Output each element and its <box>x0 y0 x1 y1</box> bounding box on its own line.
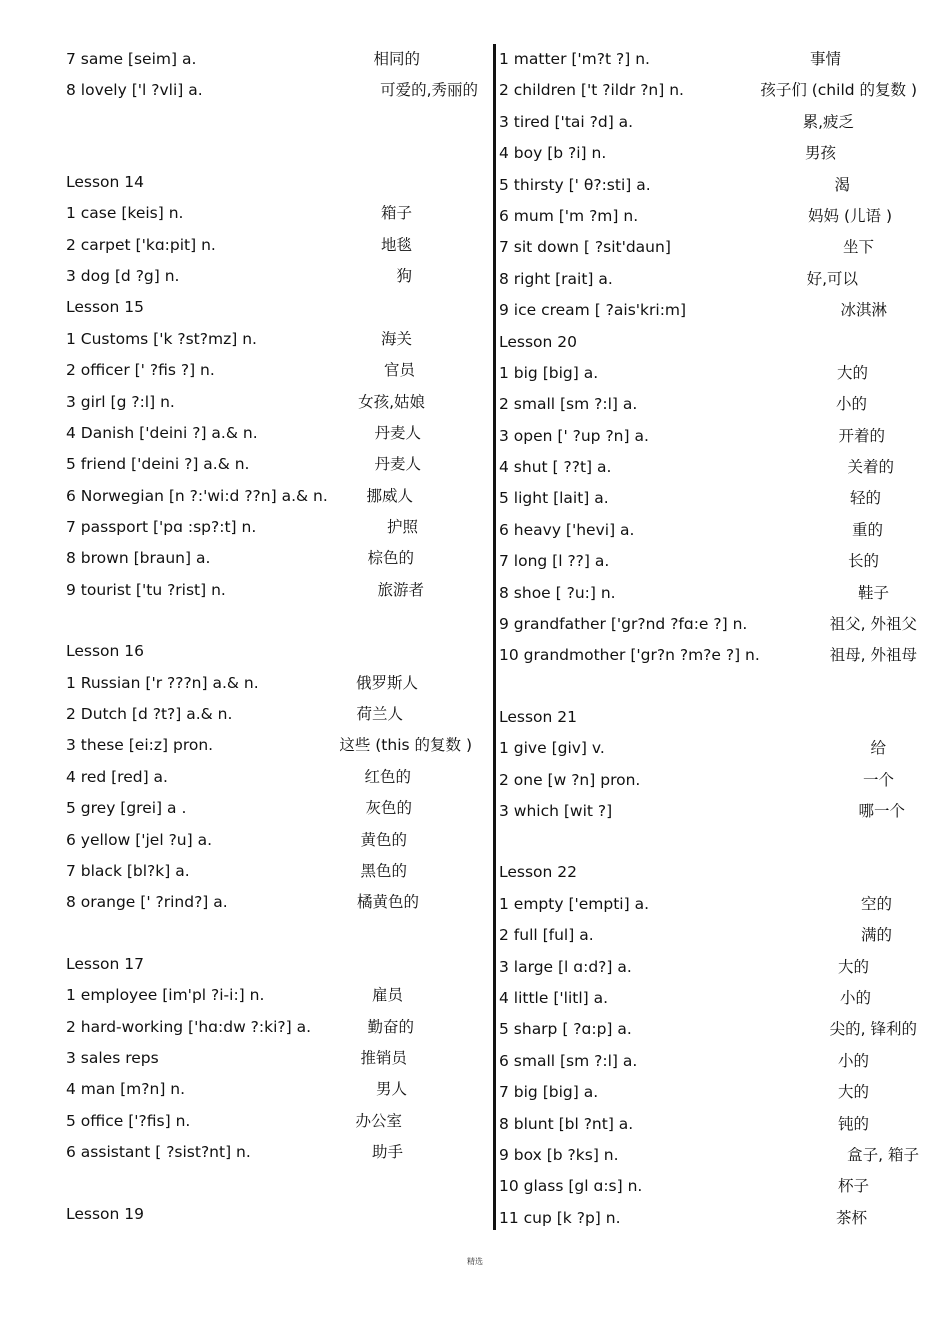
vocab-word: 1 employee [im'pl ?i-i:] n. <box>66 986 265 1005</box>
vocab-word: 8 brown [braun] a. <box>66 549 211 568</box>
vocab-word: 2 children ['t ?ildr ?n] n. <box>499 81 684 100</box>
vocab-entry <box>499 264 919 295</box>
vocab-word: 9 grandfather ['gr?nd ?fɑ:e ?] n. <box>499 615 748 634</box>
vocab-word: 2 small [sm ?:l] a. <box>499 395 638 414</box>
vocab-entry <box>66 512 478 543</box>
vocab-meaning: 勤奋的 <box>367 1017 414 1036</box>
vocab-entry <box>66 1106 478 1137</box>
vocab-word: 3 open [' ?up ?n] a. <box>499 426 649 445</box>
vocab-entry <box>66 543 478 574</box>
vocab-word: 1 matter ['m?t ?] n. <box>499 50 650 68</box>
vocab-meaning: 俄罗斯人 <box>355 673 418 692</box>
vocab-word: 3 girl [g ?:l] n. <box>66 392 175 411</box>
vocab-meaning: 黑色的 <box>360 861 407 880</box>
spacer <box>66 606 478 636</box>
vocab-meaning: 红色的 <box>364 767 411 786</box>
vocab-meaning: 长的 <box>847 552 879 571</box>
vocab-meaning: 男孩 <box>804 144 836 163</box>
vocab-word: 5 light [lait] a. <box>499 489 609 508</box>
vocab-meaning: 鞋子 <box>857 583 889 602</box>
vocab-meaning: 妈妈 (儿语 ) <box>808 206 892 225</box>
vocab-meaning: 官员 <box>383 361 415 380</box>
vocab-entry <box>499 796 919 827</box>
vocab-entry <box>499 952 919 983</box>
vocab-word: 2 officer [' ?fis ?] n. <box>66 361 215 380</box>
vocab-word: 2 one [w ?n] pron. <box>499 770 641 789</box>
vocab-entry <box>499 609 919 640</box>
vocab-meaning: 助手 <box>371 1143 403 1162</box>
vocab-meaning: 一个 <box>862 770 894 789</box>
vocab-word: 2 Dutch [d ?t?] a.& n. <box>66 705 233 724</box>
vocab-word: 2 full [ful] a. <box>499 926 594 945</box>
vocab-meaning: 狗 <box>396 266 412 285</box>
vocab-entry <box>499 452 919 483</box>
vocab-word: 1 case [keis] n. <box>66 204 184 223</box>
vocab-word: 1 Russian ['r ???n] a.& n. <box>66 673 259 692</box>
vocab-entry <box>66 1012 478 1043</box>
vocab-meaning: 灰色的 <box>365 799 412 818</box>
vocab-word: 8 lovely ['l ?vli] a. <box>66 81 203 100</box>
vocab-entry <box>499 107 919 138</box>
vocab-word: 1 Customs ['k ?st?mz] n. <box>66 329 257 348</box>
vocab-word: 7 sit down [ ?sit'daun] <box>499 238 671 257</box>
vocab-word: 3 which [wit ?] <box>499 801 613 820</box>
vocab-word: 1 empty ['empti] a. <box>499 894 650 913</box>
vocab-entry <box>66 44 478 75</box>
vocab-meaning: 空的 <box>860 894 892 913</box>
vocab-meaning: 钝的 <box>837 1114 869 1133</box>
vocab-word: 3 tired ['tai ?d] a. <box>499 112 634 131</box>
vocab-meaning: 大的 <box>836 363 868 382</box>
vocab-meaning: 男人 <box>375 1080 407 1099</box>
vocab-word: 3 these [ei:z] pron. <box>66 736 214 755</box>
vocab-word: 3 dog [d ?g] n. <box>66 266 180 285</box>
vocab-word: 6 mum ['m ?m] n. <box>499 206 639 225</box>
vocab-meaning: 办公室 <box>355 1111 402 1130</box>
vocab-word: 6 small [sm ?:l] a. <box>499 1051 638 1070</box>
vocab-entry <box>66 575 478 606</box>
vocab-entry <box>66 730 478 761</box>
vocab-meaning: 女孩,姑娘 <box>358 392 425 411</box>
vocab-meaning: 雇员 <box>371 986 403 1005</box>
vocab-meaning: 丹麦人 <box>374 423 421 442</box>
spacer <box>66 137 478 167</box>
vocab-entry <box>499 421 919 452</box>
vocab-meaning: 护照 <box>386 518 418 537</box>
vocab-meaning: 祖母, 外祖母 <box>829 646 917 665</box>
vocab-entry <box>66 261 478 292</box>
vocab-meaning: 丹麦人 <box>374 455 421 474</box>
vocab-word: 2 carpet ['kɑ:pit] n. <box>66 235 216 254</box>
vocab-entry <box>499 920 919 951</box>
vocab-meaning: 关着的 <box>847 458 894 477</box>
vocab-entry <box>499 75 919 106</box>
column-divider <box>493 44 496 1230</box>
vocab-word: 5 sharp [ ?ɑ:p] a. <box>499 1020 632 1039</box>
vocab-entry <box>66 75 478 106</box>
vocab-meaning: 累,疲乏 <box>802 112 854 131</box>
vocab-entry <box>66 481 478 512</box>
vocab-entry <box>499 515 919 546</box>
lesson-heading: Lesson 17 <box>66 954 145 973</box>
vocab-entry <box>66 699 478 730</box>
vocab-word: 4 shut [ ??t] a. <box>499 458 612 477</box>
vocab-word: 3 large [l ɑ:d?] a. <box>499 957 632 976</box>
vocab-meaning: 大的 <box>837 1083 869 1102</box>
vocab-entry <box>66 825 478 856</box>
vocab-word: 8 blunt [bl ?nt] a. <box>499 1114 634 1133</box>
lesson-heading: Lesson 19 <box>66 1204 145 1223</box>
vocab-entry <box>499 733 919 764</box>
vocab-word: 5 friend ['deini ?] a.& n. <box>66 455 250 474</box>
vocab-word: 5 grey [grei] a . <box>66 799 187 818</box>
vocab-word: 7 big [big] a. <box>499 1083 599 1102</box>
vocab-meaning: 坐下 <box>842 238 874 257</box>
vocab-entry <box>499 640 919 671</box>
vocab-meaning: 渴 <box>834 175 850 194</box>
vocab-word: 10 glass [gl ɑ:s] n. <box>499 1177 643 1196</box>
vocab-meaning: 大的 <box>837 957 869 976</box>
vocab-entry <box>66 668 478 699</box>
vocab-meaning: 荷兰人 <box>356 705 403 724</box>
vocab-meaning: 海关 <box>380 329 412 348</box>
vocab-meaning: 小的 <box>837 1051 869 1070</box>
vocab-meaning: 挪威人 <box>366 486 413 505</box>
vocab-entry <box>499 1077 919 1108</box>
vocab-word: 6 assistant [ ?sist?nt] n. <box>66 1143 251 1162</box>
vocab-word: 6 yellow ['jel ?u] a. <box>66 830 213 849</box>
vocab-meaning: 小的 <box>835 395 867 414</box>
left-column <box>66 44 478 1230</box>
vocab-word: 4 Danish ['deini ?] a.& n. <box>66 423 258 442</box>
right-column <box>499 44 919 1234</box>
vocab-entry <box>499 1171 919 1202</box>
vocab-word: 7 same [seim] a. <box>66 50 197 68</box>
spacer <box>66 107 478 137</box>
vocab-entry <box>66 793 478 824</box>
vocab-entry <box>66 856 478 887</box>
vocab-meaning: 事情 <box>809 50 841 68</box>
vocab-entry <box>499 201 919 232</box>
vocab-word: 4 little ['litl] a. <box>499 988 609 1007</box>
vocab-entry <box>499 170 919 201</box>
vocab-entry <box>66 418 478 449</box>
vocab-meaning: 盒子, 箱子 <box>847 1145 919 1164</box>
vocab-entry <box>499 232 919 263</box>
vocab-entry <box>66 449 478 480</box>
vocab-meaning: 轻的 <box>849 489 881 508</box>
vocab-entry <box>499 983 919 1014</box>
vocab-entry <box>499 1203 919 1234</box>
vocab-meaning: 旅游者 <box>377 580 424 599</box>
vocab-word: 7 long [l ??] a. <box>499 552 610 571</box>
page-footer: 精选 <box>467 1257 483 1266</box>
lesson-heading: Lesson 22 <box>499 863 578 882</box>
vocab-entry <box>499 889 919 920</box>
vocab-entry <box>499 295 919 326</box>
vocab-meaning: 冰淇淋 <box>840 301 887 320</box>
vocab-meaning: 可爱的,秀丽的 <box>380 81 478 100</box>
vocab-word: 8 orange [' ?rind?] a. <box>66 893 228 912</box>
vocab-word: 9 ice cream [ ?ais'kri:m] <box>499 301 687 320</box>
vocab-word: 9 tourist ['tu ?rist] n. <box>66 580 226 599</box>
vocab-entry <box>66 198 478 229</box>
vocab-word: 6 Norwegian [n ?:'wi:d ??n] a.& n. <box>66 486 328 505</box>
lesson-heading: Lesson 20 <box>499 332 578 351</box>
vocab-word: 1 give [giv] v. <box>499 739 605 758</box>
vocab-entry <box>499 1014 919 1045</box>
vocab-meaning: 棕色的 <box>367 549 414 568</box>
vocab-meaning: 这些 (this 的复数 ) <box>339 736 472 755</box>
vocab-word: 5 thirsty [' θ?:sti] a. <box>499 175 651 194</box>
vocab-entry <box>66 887 478 918</box>
vocab-entry <box>499 765 919 796</box>
vocab-word: 4 man [m?n] n. <box>66 1080 186 1099</box>
vocab-word: 3 sales reps <box>66 1048 159 1067</box>
vocab-word: 4 boy [b ?i] n. <box>499 144 607 163</box>
vocab-word: 1 big [big] a. <box>499 363 599 382</box>
vocab-meaning: 相同的 <box>373 50 420 68</box>
vocab-meaning: 茶杯 <box>835 1208 867 1227</box>
vocab-entry <box>66 324 478 355</box>
spacer <box>66 919 478 949</box>
vocab-meaning: 祖父, 外祖父 <box>829 615 917 634</box>
lesson-heading: Lesson 14 <box>66 172 145 191</box>
vocab-entry <box>499 546 919 577</box>
vocab-entry <box>66 1137 478 1168</box>
vocab-entry <box>66 1043 478 1074</box>
vocab-meaning: 重的 <box>851 520 883 539</box>
vocab-meaning: 橘黄色的 <box>356 893 419 912</box>
spacer <box>66 1169 478 1199</box>
vocab-entry <box>66 980 478 1011</box>
vocab-word: 10 grandmother ['gr?n ?m?e ?] n. <box>499 646 760 665</box>
vocab-entry <box>66 1074 478 1105</box>
vocab-meaning: 开着的 <box>838 426 885 445</box>
vocab-meaning: 箱子 <box>380 204 412 223</box>
vocab-entry <box>499 578 919 609</box>
spacer <box>499 827 919 857</box>
vocab-meaning: 小的 <box>839 988 871 1007</box>
vocab-meaning: 给 <box>870 739 886 758</box>
vocab-entry <box>499 389 919 420</box>
vocab-word: 2 hard-working ['hɑ:dw ?:ki?] a. <box>66 1017 312 1036</box>
vocab-entry <box>499 1140 919 1171</box>
vocab-word: 8 right [rait] a. <box>499 269 613 288</box>
lesson-heading: Lesson 16 <box>66 642 145 661</box>
vocab-meaning: 满的 <box>860 926 892 945</box>
vocab-entry <box>499 358 919 389</box>
vocab-entry <box>66 762 478 793</box>
vocab-word: 6 heavy ['hevi] a. <box>499 520 635 539</box>
vocab-meaning: 好,可以 <box>806 269 858 288</box>
lesson-heading: Lesson 21 <box>499 707 578 726</box>
vocab-word: 11 cup [k ?p] n. <box>499 1208 621 1227</box>
vocab-entry <box>499 483 919 514</box>
vocab-word: 8 shoe [ ?u:] n. <box>499 583 616 602</box>
vocab-meaning: 尖的, 锋利的 <box>829 1020 917 1039</box>
vocab-entry <box>499 1109 919 1140</box>
spacer <box>499 672 919 702</box>
vocab-entry <box>66 387 478 418</box>
vocab-meaning: 哪一个 <box>858 801 905 820</box>
vocab-word: 4 red [red] a. <box>66 767 168 786</box>
vocab-meaning: 推销员 <box>360 1048 407 1067</box>
lesson-heading: Lesson 15 <box>66 298 145 317</box>
vocab-word: 5 office ['?fis] n. <box>66 1111 191 1130</box>
vocab-meaning: 杯子 <box>837 1177 869 1196</box>
vocab-entry <box>66 230 478 261</box>
vocab-meaning: 黄色的 <box>360 830 407 849</box>
vocab-entry <box>499 1046 919 1077</box>
vocab-word: 7 passport ['pɑ :sp?:t] n. <box>66 518 257 537</box>
vocab-entry <box>499 44 919 75</box>
vocab-entry <box>66 355 478 386</box>
vocab-word: 7 black [bl?k] a. <box>66 861 190 880</box>
vocab-word: 9 box [b ?ks] n. <box>499 1145 619 1164</box>
vocab-entry <box>499 138 919 169</box>
vocab-meaning: 地毯 <box>380 235 412 254</box>
vocab-meaning: 孩子们 (child 的复数 ) <box>760 81 917 100</box>
